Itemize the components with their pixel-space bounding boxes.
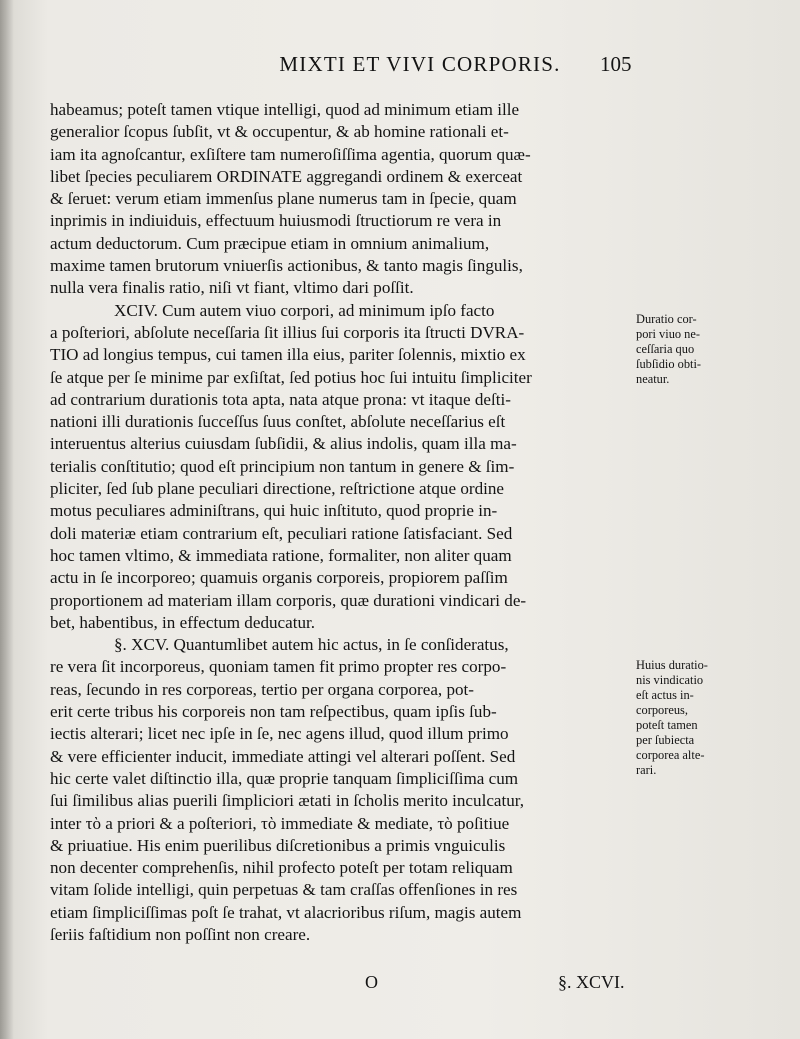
text-line: vitam ſolide intelligi, quin perpetuas & tam craſſas offenſiones in res [50, 880, 518, 900]
text-line: ad contrarium durationis tota apta, nata atque prona: vt itaque deſti- [50, 389, 511, 409]
text-line: reas, ſecundo in res corporeas, tertio per organa corporea, pot- [50, 679, 474, 699]
catchword: §. XCVI. [558, 972, 625, 992]
marginal-line: nis vindicatio [636, 673, 704, 687]
marginal-line: poteſt tamen [636, 718, 698, 732]
signature-mark: O [365, 972, 378, 992]
text-line: XCIV. Cum autem viuo corpori, ad minimum ipſo facto [114, 300, 495, 320]
text-line: erit certe tribus his corporeis non tam reſpectibus, quam ipſis ſub- [50, 702, 497, 722]
text-line: & priuatiue. His enim puerilibus diſcretionibus a primis vnguiculis [50, 835, 506, 855]
text-line: etiam ſimpliciſſimas poſt ſe trahat, vt alacrioribus riſum, magis autem [50, 902, 522, 922]
text-line: interuentus alterius cuiusdam ſubſidii, & alius indolis, quam illa ma- [50, 434, 517, 454]
text-line: proportionem ad materiam illam corporis, quæ durationi vindicari de- [50, 590, 527, 610]
text-line: pliciter, ſed ſub plane peculiari directione, reſtrictione atque ordine [50, 479, 505, 499]
text-line: doli materiæ etiam contrarium eſt, peculiari ratione ſatisfaciant. Sed [50, 523, 513, 543]
marginal-line: eſt actus in- [636, 688, 694, 702]
text-line: iectis alterari; licet nec ipſe in ſe, nec agens illud, quod illum primo [50, 724, 509, 744]
text-line: hoc tamen vltimo, & immediata ratione, formaliter, non aliter quam [50, 545, 512, 565]
running-header: MIXTI ET VIVI CORPORIS. [279, 52, 561, 76]
text-line: terialis conſtitutio; quod eſt principium non tantum in genere & ſim- [50, 456, 515, 476]
text-line: nulla vera finalis ratio, niſi vt fiant, vltimo dari poſſit. [50, 278, 414, 298]
text-line: a poſteriori, abſolute neceſſaria ſit illius ſui corporis ita ſtructi DVRA- [50, 322, 525, 342]
marginal-line: per ſubiecta [636, 733, 695, 747]
text-line: libet ſpecies peculiarem ORDINATE aggregandi ordinem & exerceat [50, 166, 523, 186]
page-number: 105 [600, 52, 632, 76]
paragraph-xcv [50, 634, 630, 946]
text-line: ſeriis faſtidium non poſſint non creare. [50, 924, 311, 944]
text-line: inprimis in indiuiduis, effectuum huiusmodi ſtructiorum re vera in [50, 211, 502, 231]
paragraph-xciv [50, 300, 630, 634]
text-line: actu in ſe incorporeo; quamuis organis corporeis, propiorem paſſim [50, 568, 508, 588]
marginal-line: Duratio cor- [636, 312, 697, 326]
text-line: & vere efficienter inducit, immediate attingi vel alterari poſſent. Sed [50, 746, 516, 766]
text-line: nationi illi durationis ſucceſſus ſuus conſtet, abſolute neceſſarius eſt [50, 412, 506, 432]
text-line: §. XCV. Quantumlibet autem hic actus, in ſe conſideratus, [114, 635, 509, 655]
paragraph [50, 99, 630, 300]
text-line: non decenter comprehenſis, nihil profecto poteſt per totam reliquam [50, 858, 513, 878]
text-line: hic certe valet diſtinctio illa, quæ proprie tanquam ſimpliciſſima cum [50, 768, 519, 788]
marginal-line: corporea alte- [636, 748, 705, 762]
text-line: re vera ſit incorporeus, quoniam tamen fit primo propter res corpo- [50, 657, 507, 677]
text-line: bet, habentibus, in effectum deducatur. [50, 612, 316, 632]
gutter-shadow [0, 0, 14, 1039]
text-line: generalior ſcopus ſubſit, vt & occupentur, & ab homine rationali et- [50, 122, 509, 142]
text-line: & ſeruet: verum etiam immenſus plane numerus tam in ſpecie, quam [50, 189, 517, 209]
marginal-line: ceſſaria quo [636, 342, 695, 356]
marginal-note-vindicatio [636, 658, 764, 778]
text-line: habeamus; poteſt tamen vtique intelligi, quod ad minimum etiam ille [50, 100, 520, 119]
marginal-line: Huius duratio- [636, 658, 708, 672]
main-text [50, 99, 630, 946]
marginal-line: corporeus, [636, 703, 688, 717]
text-line: ſe atque per ſe minime par exſiſtat, ſed potius hoc ſui intuitu ſimpliciter [50, 367, 532, 387]
marginal-line: pori viuo ne- [636, 327, 701, 341]
text-line: iam ita agnoſcantur, exſiſtere tam numeroſiſſima agentia, quorum quæ- [50, 144, 531, 164]
text-line: actum deductorum. Cum præcipue etiam in omnium animalium, [50, 233, 490, 253]
text-line: inter τὸ a priori & a poſteriori, τὸ immediate & mediate, τὸ poſitiue [50, 813, 510, 833]
text-line: ſui ſimilibus alias puerili ſimpliciori ætati in ſcholis merito inculcatur, [50, 791, 525, 811]
text-line: maxime tamen brutorum vniuerſis actionibus, & tanto magis ſingulis, [50, 256, 523, 276]
marginal-note-duratio [636, 312, 764, 387]
marginal-line: neatur. [636, 372, 670, 386]
marginal-line: rari. [636, 763, 657, 777]
marginal-line: ſubſidio obti- [636, 357, 702, 371]
text-line: TIO ad longius tempus, cui tamen illa eius, pariter ſolennis, mixtio ex [50, 345, 526, 365]
text-line: motus peculiares adminiſtrans, qui huic inſtituto, quod proprie in- [50, 501, 498, 521]
